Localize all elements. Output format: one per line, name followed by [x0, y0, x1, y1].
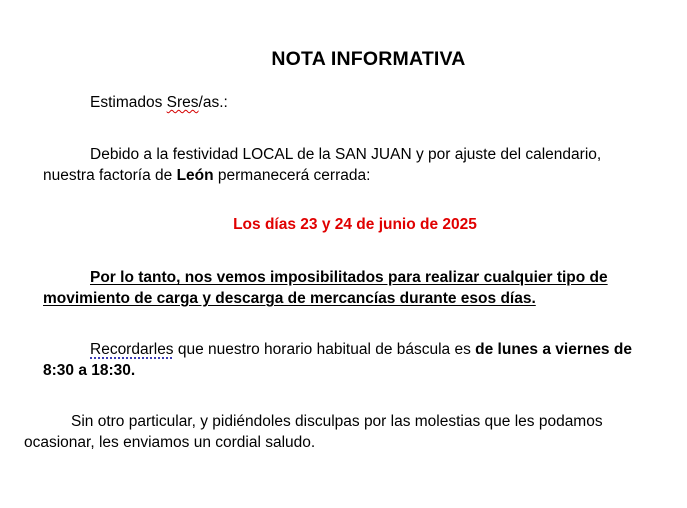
- schedule-text: que nuestro horario habitual de báscula es: [173, 341, 476, 358]
- greeting-after: /as.:: [198, 94, 228, 111]
- impossibility-paragraph: [43, 267, 663, 309]
- schedule-paragraph: [43, 339, 663, 381]
- closing-paragraph: [24, 411, 644, 453]
- grammar-flagged-word[interactable]: Recordarles: [90, 341, 174, 358]
- closing-text: Sin otro particular, y pidiéndoles disculpas por las molestias que les podamos ocasionar, les enviamos un cordial saludo.: [24, 413, 603, 451]
- closure-dates: Los días 23 y 24 de junio de 2025: [233, 216, 477, 233]
- announcement-text-end: permanecerá cerrada:: [213, 167, 371, 184]
- announcement-text: Debido a la festividad LOCAL de la SAN JUAN y por ajuste del calendario, nuestra factoría de: [43, 146, 602, 184]
- closure-announcement-paragraph: [43, 144, 643, 186]
- greeting-before: Estimados: [90, 94, 167, 111]
- greeting: [90, 92, 228, 113]
- schedule-hours: de lunes a viernes de 8:30 a 18:30.: [43, 341, 632, 379]
- document-title: NOTA INFORMATIVA: [271, 48, 466, 70]
- impossibility-text: Por lo tanto, nos vemos imposibilitados para realizar cualquier tipo de movimiento de carga y descarga de mercancías durante esos días.: [43, 269, 608, 307]
- factory-location: León: [176, 167, 214, 184]
- spellcheck-flagged-word[interactable]: Sres: [166, 94, 199, 111]
